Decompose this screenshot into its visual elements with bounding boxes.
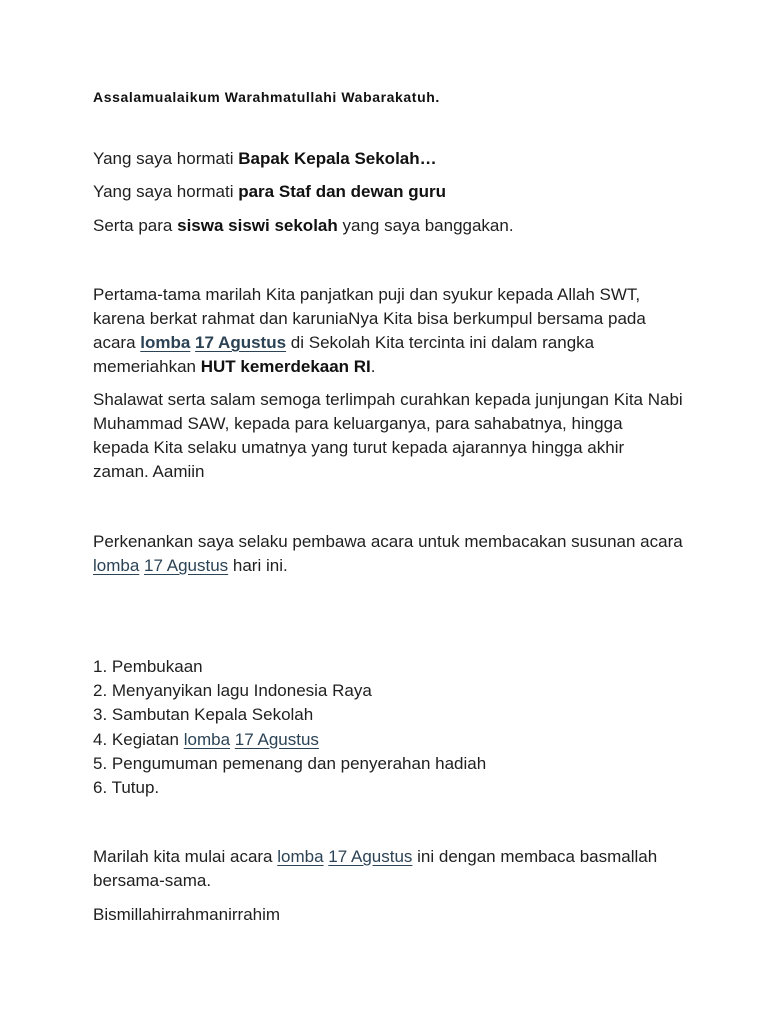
link-lomba[interactable]: lomba (140, 333, 191, 352)
teachers-title: para Staf dan dewan guru (238, 182, 447, 201)
salutation-teachers: Yang saya hormati para Staf dan dewan guru (93, 182, 447, 201)
closing-text: Bismillahirrahmanirrahim (93, 905, 281, 924)
hut-ri: HUT kemerdekaan RI (200, 357, 371, 376)
agenda-list (93, 655, 683, 800)
greeting: Assalamualaikum Warahmatullahi Wabarakatuh. (93, 89, 440, 105)
agenda-item: 3. Sambutan Kepala Sekolah (93, 705, 314, 725)
agenda-item: 1. Pembukaan (93, 657, 203, 676)
opening-paragraph: Pertama-tama marilah Kita panjatkan puji dan syukur kepada Allah SWT, karena berkat rahmat dan karuniaNya Kita bisa berkumpul bersama pada acara lomba 17 Agustus di Sekolah Kita tercinta ini dalam rangka memeriahkan HUT kemerdekaan RI. (93, 285, 646, 376)
agenda-item: 6. Tutup. (93, 778, 160, 798)
agenda-item: 5. Pengumuman pemenang dan penyerahan hadiah (93, 753, 487, 773)
shalawat-paragraph: Shalawat serta salam semoga terlimpah curahkan kepada junjungan Kita Nabi Muhammad SAW, kepada para keluarganya, para sahabatnya, hingga kepada Kita selaku umatnya yang turut kepada ajarannya hingga akhir zaman. Aamiin (93, 390, 683, 481)
link-17-agustus[interactable]: 17 Agustus (328, 847, 413, 866)
basmallah-paragraph: Marilah kita mulai acara lomba 17 Agustus ini dengan membaca basmallah bersama-sama. (93, 847, 658, 890)
headmaster-title: Bapak Kepala Sekolah… (238, 149, 437, 168)
salutation-students: Serta para siswa siswi sekolah yang saya banggakan. (93, 216, 514, 235)
link-lomba[interactable]: lomba (277, 847, 324, 866)
link-lomba[interactable]: lomba (183, 729, 231, 749)
link-lomba[interactable]: lomba (93, 556, 140, 575)
agenda-item: 4. Kegiatan lomba 17 Agustus (93, 729, 319, 749)
link-17-agustus[interactable]: 17 Agustus (195, 333, 287, 352)
salutation-headmaster: Yang saya hormati Bapak Kepala Sekolah… (93, 149, 437, 168)
agenda-intro-paragraph: Perkenankan saya selaku pembawa acara untuk membacakan susunan acara lomba 17 Agustus hari ini. (93, 532, 683, 575)
students-title: siswa siswi sekolah (177, 216, 338, 235)
link-17-agustus[interactable]: 17 Agustus (234, 729, 319, 749)
link-17-agustus[interactable]: 17 Agustus (144, 556, 229, 575)
agenda-item: 2. Menyanyikan lagu Indonesia Raya (93, 681, 372, 701)
